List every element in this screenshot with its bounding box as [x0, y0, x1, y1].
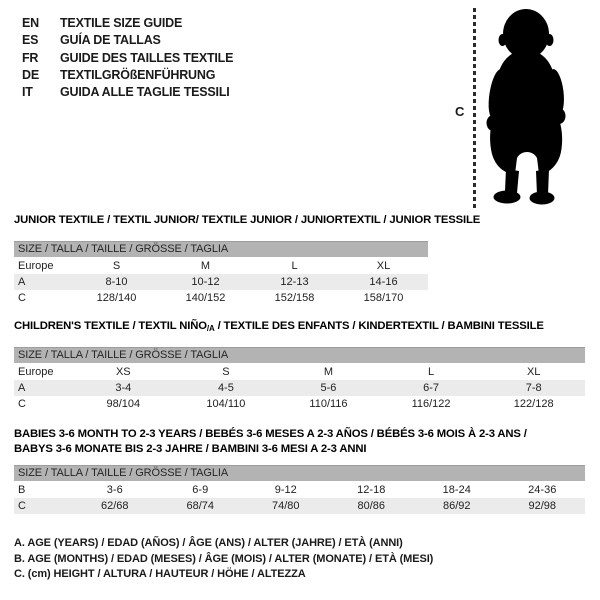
size-cell: 158/170	[363, 291, 404, 304]
size-cell: 152/158	[274, 291, 315, 304]
language-label: GUÍA DE TALLAS	[60, 33, 161, 48]
size-cell: 6-7	[423, 381, 440, 394]
size-cell: 92/98	[528, 499, 557, 512]
size-cell: 5-6	[320, 381, 337, 394]
row-label: A	[18, 381, 26, 394]
row-label: C	[18, 499, 26, 512]
row-label: Europe	[18, 260, 54, 272]
junior-table-title: JUNIOR TEXTILE / TEXTIL JUNIOR/ TEXTILE JUNIOR / JUNIORTEXTIL / JUNIOR TESSILE	[14, 214, 481, 226]
language-code: EN	[22, 16, 39, 30]
language-row-de	[22, 67, 233, 84]
size-cell: 24-36	[528, 484, 557, 496]
language-label: GUIDA ALLE TAGLIE TESSILI	[60, 85, 230, 100]
size-header-bar: SIZE / TALLA / TAILLE / GRÖSSE / TAGLIA	[14, 242, 428, 258]
table-row-age	[14, 274, 428, 290]
size-cell: 74/80	[271, 499, 300, 512]
size-cell: 116/122	[411, 397, 451, 410]
language-row-en	[22, 15, 233, 32]
size-cell: 128/140	[96, 291, 137, 304]
size-cell: 9-12	[274, 484, 297, 496]
size-cell: 68/74	[186, 499, 215, 512]
size-cell: XS	[115, 366, 131, 378]
size-header-bar: SIZE / TALLA / TAILLE / GRÖSSE / TAGLIA	[14, 466, 585, 482]
size-cell: 18-24	[442, 484, 471, 496]
size-cell: 3-6	[106, 484, 123, 496]
table-row-height	[14, 396, 585, 412]
footnote-a: A. AGE (YEARS) / EDAD (AÑOS) / ÂGE (ANS) / ALTER (JAHRE) / ETÀ (ANNI)	[14, 537, 403, 549]
row-label: Europe	[18, 366, 54, 378]
size-header-bar: SIZE / TALLA / TAILLE / GRÖSSE / TAGLIA	[14, 348, 585, 364]
size-cell: 7-8	[525, 381, 542, 394]
children-title-prefix: CHILDREN'S TEXTILE / TEXTIL NIÑO	[14, 320, 207, 332]
baby-silhouette-icon	[482, 6, 574, 208]
table-row-europe	[14, 364, 585, 380]
babies-table-title	[14, 427, 589, 457]
language-label: TEXTILGRÖßENFÜHRUNG	[60, 67, 216, 82]
table-row-height	[14, 498, 585, 514]
size-cell: XL	[376, 260, 391, 272]
size-cell: 86/92	[442, 499, 471, 512]
size-cell: 62/68	[100, 499, 129, 512]
size-cell: 12-13	[280, 275, 309, 288]
size-cell: M	[200, 260, 211, 272]
size-cell: 4-5	[217, 381, 234, 394]
size-cell: M	[323, 366, 334, 378]
language-guide-list	[22, 15, 233, 101]
language-label: TEXTILE SIZE GUIDE	[60, 16, 183, 30]
language-code: FR	[22, 50, 39, 65]
language-row-it	[22, 84, 233, 101]
row-label: B	[18, 484, 26, 496]
babies-title-line1: BABIES 3-6 MONTH TO 2-3 YEARS / BEBÉS 3-6 MESES A 2-3 AÑOS / BÉBÉS 3-6 MOIS À 2-3 ANS /	[14, 428, 527, 440]
size-cell: L	[291, 260, 298, 272]
size-cell: 110/116	[309, 397, 348, 410]
size-cell: 14-16	[369, 275, 398, 288]
size-cell: 12-18	[357, 484, 386, 496]
footnote-b: B. AGE (MONTHS) / EDAD (MESES) / ÂGE (MOIS) / ALTER (MONATE) / ETÀ (MESI)	[14, 552, 434, 565]
size-cell: 104/110	[206, 397, 246, 410]
table-row-age-months	[14, 482, 585, 498]
size-cell: S	[112, 260, 121, 272]
size-cell: L	[428, 366, 435, 378]
row-label: C	[18, 397, 26, 410]
size-cell: 140/152	[185, 291, 226, 304]
language-label: GUIDE DES TAILLES TEXTILE	[60, 50, 234, 65]
language-code: ES	[22, 33, 39, 48]
size-cell: 10-12	[191, 275, 220, 288]
junior-size-table	[14, 241, 428, 306]
language-row-fr	[22, 50, 233, 67]
size-cell: 3-4	[115, 381, 132, 394]
legend-footnotes	[14, 536, 433, 583]
children-size-table	[14, 347, 585, 412]
size-cell: 8-10	[105, 275, 128, 288]
height-label-c: C	[455, 104, 465, 119]
height-dashed-line	[473, 8, 476, 208]
language-code: IT	[22, 85, 33, 100]
size-cell: 6-9	[192, 484, 209, 496]
children-table-title	[14, 320, 544, 333]
size-cell: 122/128	[513, 397, 554, 410]
size-cell: XL	[526, 366, 541, 378]
size-cell: 98/104	[106, 397, 141, 410]
row-label: A	[18, 275, 26, 288]
language-row-es	[22, 32, 233, 49]
children-title-sub: /A	[206, 324, 215, 333]
table-row-height	[14, 290, 428, 306]
table-row-europe	[14, 258, 428, 274]
language-code: DE	[22, 67, 39, 82]
row-label: C	[18, 291, 26, 304]
table-row-age	[14, 380, 585, 396]
footnote-c: C. (cm) HEIGHT / ALTURA / HAUTEUR / HÖHE / ALTEZZA	[14, 568, 306, 580]
children-title-suffix: / TEXTILE DES ENFANTS / KINDERTEXTIL / BAMBINI TESSILE	[214, 320, 544, 332]
size-cell: 80/86	[357, 499, 386, 512]
babies-size-table	[14, 465, 585, 514]
babies-title-line2: BABYS 3-6 MONATE BIS 2-3 JAHRE / BAMBINI 3-6 MESI A 2-3 ANNI	[14, 443, 367, 455]
size-cell: S	[222, 366, 230, 378]
